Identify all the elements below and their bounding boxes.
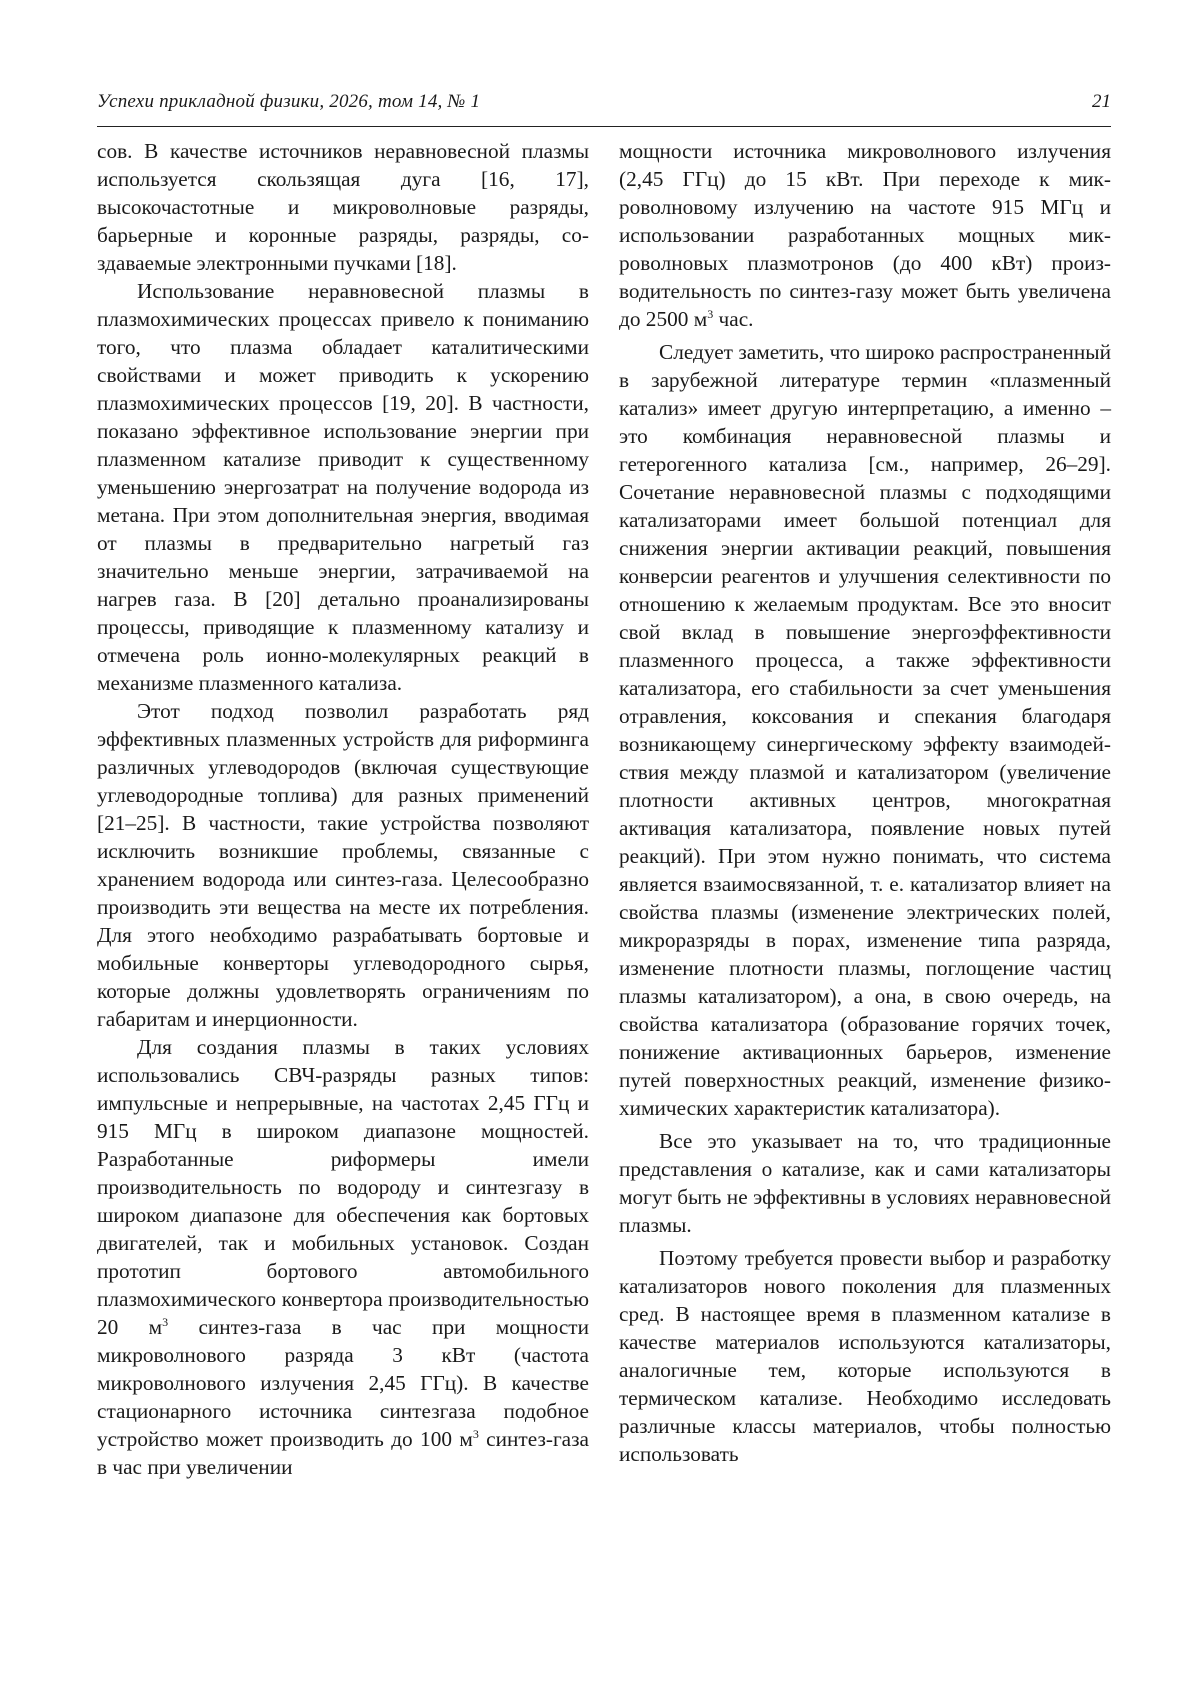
paragraph-text: час.: [713, 307, 754, 331]
journal-title: Успехи прикладной физики, 2026, том 14, № 1: [97, 91, 481, 112]
paragraph-text: мощности источника микроволнового излучения (2,45 ГГц) до 15 кВт. При переходе к микроволновому излучению на частоте 915 МГц и использовании разработанных мощных микроволновых плазмотронов (до 400 кВт) производительность по синтез-газу может быть увеличена до 2500 м: [619, 139, 1111, 331]
paragraph: Использование неравновесной плазмы в плазмохимических процессах привело к пониманию того, что плазма обладает каталитическими свойствами и может приводить к ускорению плазмохимических процессов [19, 20]. В частности, показано эффективное использование энергии при плазменном катализе приводит к существенному уменьшению энергозатрат на получение водорода из метана. При этом дополнительная энергия, вводимая от плазмы в предварительно нагретый газ значительно меньше энергии, затрачиваемой на нагрев газа. В [20] детально проанализированы процессы, приводящие к плазменному катализу и отмечена роль ионно-молекулярных реакций в механизме плазменного катализа.: [97, 279, 589, 695]
paragraph-text: синтез-газа в час при увеличении: [97, 1427, 589, 1479]
paragraph: Следует заметить, что широко распространенный в зарубежной литературе термин «плазменный катализ» имеет другую интерпретацию, а именно – это комбинация неравновесной плазмы и гетерогенного катализа [см., например, 26–29]. Сочетание неравновесной плазмы с подходящими катализаторами имеет большой потенциал для снижения энергии активации реакций, повышения конверсии реагентов и улучшения селективности по отношению к желаемым продуктам. Все это вносит свой вклад в повышение энергоэффективности плазменного процесса, а также эффективности катализатора, его стабильности за счет уменьшения отравления, коксования и спекания благодаря возникающему синергическому эффекту взаимодействия между плазмой и катализатором (увеличение плотности активных центров, многократная активация катализатора, появление новых путей реакций). При этом нужно понимать, что система является взаимосвязанной, т. е. катализатор влияет на свойства плазмы (изменение электрических полей, микроразряды в порах, изменение типа разряда, изменение плотности плазмы, поглощение частиц плазмы катализатором), а она, в свою очередь, на свойства катализатора (образование горячих точек, понижение активационных барьеров, изменение путей поверхностных реакций, изменение физико-химических характеристик катализатора).: [619, 340, 1111, 1120]
paragraph: [97, 1033, 589, 1481]
paragraph: Поэтому требуется провести выбор и разработку катализаторов нового поколения для плазменных сред. В настоящее время в плазменном катализе в качестве материалов используются катализаторы, аналогичные тем, которые используются в термическом катализе. Необходимо исследовать различные классы материалов, чтобы полностью использовать: [619, 1246, 1111, 1466]
paragraph: Все это указывает на то, что традиционные представления о катализе, как и сами катализаторы могут быть не эффективны в условиях неравновесной плазмы.: [619, 1129, 1111, 1237]
paragraph: [619, 137, 1111, 333]
paragraph-text: синтез-газа в час при мощности микроволнового разряда 3 кВт (частота микроволнового излучения 2,45 ГГц). В качестве стационарного источника синтезгаза подобное устройство может производить до 100 м: [97, 1315, 589, 1451]
page-header: [97, 86, 1111, 127]
page-number: 21: [1092, 91, 1111, 112]
right-column: [619, 137, 1111, 1468]
paragraph: сов. В качестве источников неравновесной плазмы используется скользящая дуга [16, 17], высокочастотные и микроволновые разряды, барьерные и коронные разряды, разряды, создаваемые электронными пучками [18].: [97, 139, 589, 275]
superscript: 3: [707, 307, 714, 321]
superscript: 3: [472, 1427, 479, 1441]
paragraph-text: Для создания плазмы в таких условиях использовались СВЧ-разряды разных типов: импульсные и непрерывные, на частотах 2,45 ГГц и 915 МГц в широком диапазоне мощностей. Разработанные риформеры имели производительность по водороду и синтезгазу в широком диапазоне для обеспечения как бортовых двигателей, так и мобильных установок. Создан прототип бортового автомобильного плазмохимического конвертора производительностью 20 м: [97, 1035, 589, 1339]
paragraph: Этот подход позволил разработать ряд эффективных плазменных устройств для риформинга различных углеводородов (включая существующие углеводородные топлива) для разных применений [21–25]. В частности, такие устройства позволяют исключить возникшие проблемы, связанные с хранением водорода или синтез-газа. Целесообразно производить эти вещества на месте их потребления. Для этого необходимо разрабатывать бортовые и мобильные конверторы углеводородного сырья, которые должны удовлетворять ограничениям по габаритам и инерционности.: [97, 699, 589, 1031]
superscript: 3: [162, 1315, 169, 1329]
left-column: [97, 137, 589, 1481]
